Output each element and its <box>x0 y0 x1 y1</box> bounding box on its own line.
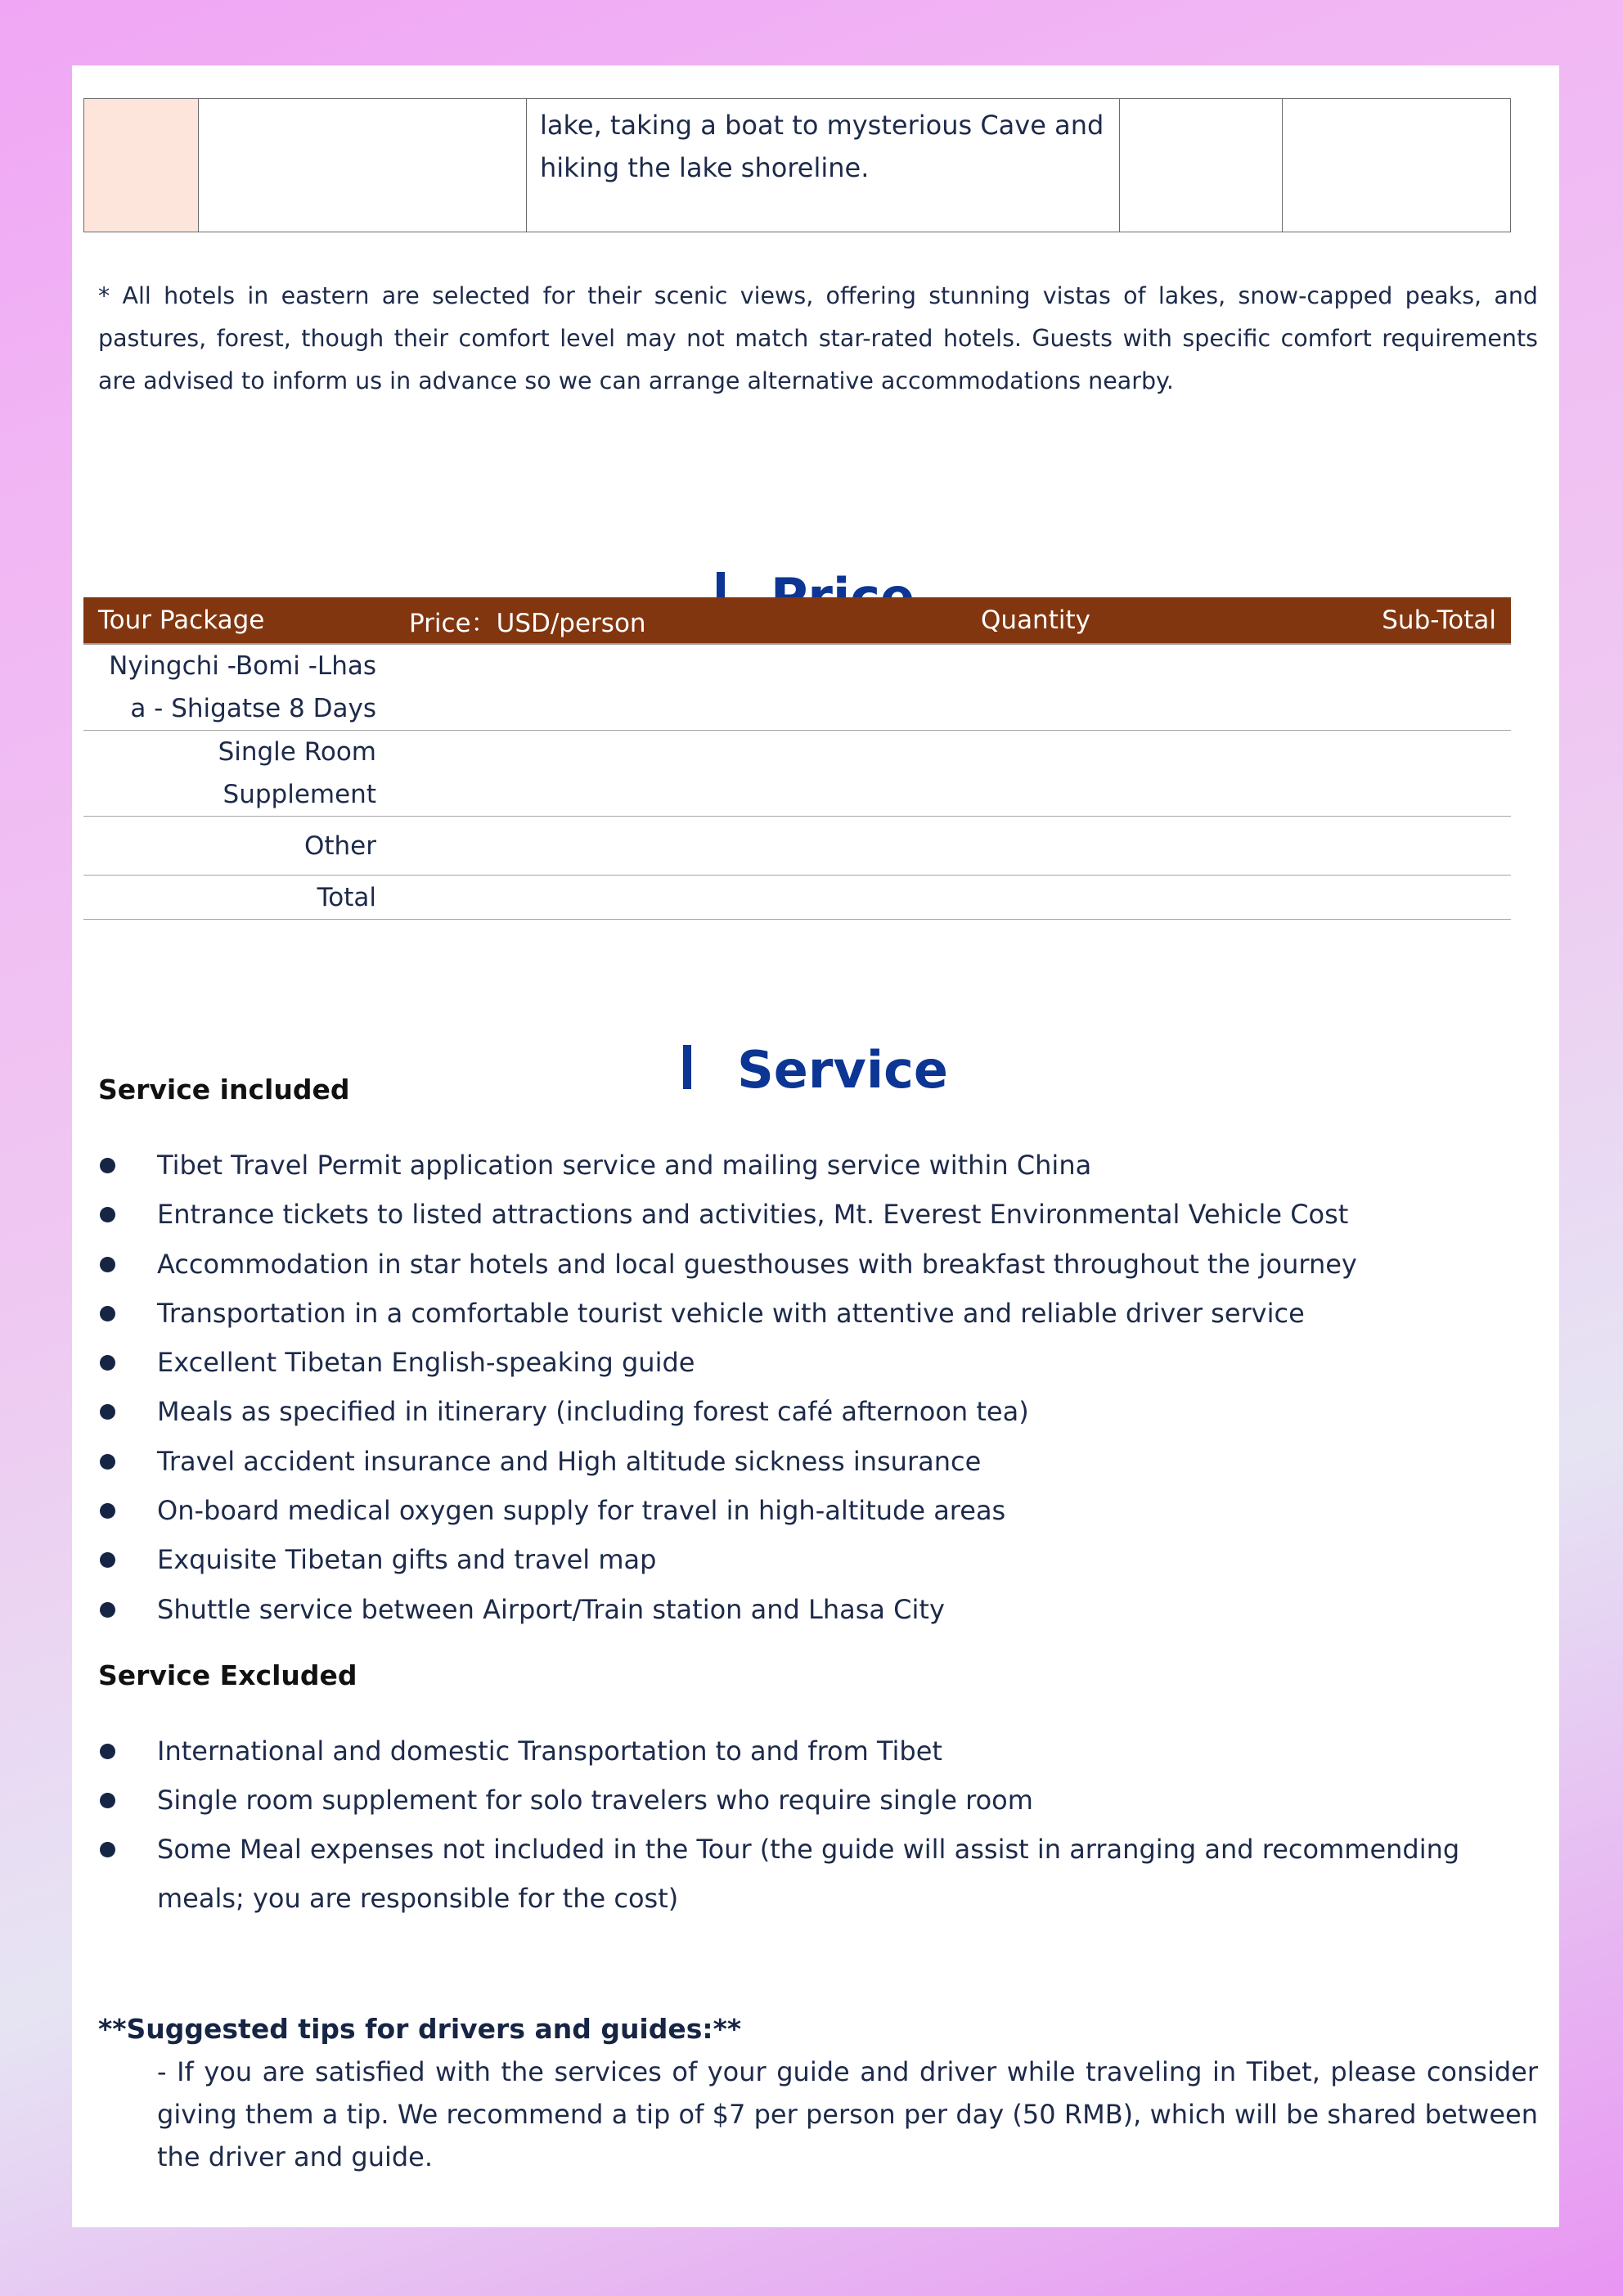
bullet-icon <box>100 1552 115 1568</box>
service-excluded-heading: Service Excluded <box>98 1659 357 1691</box>
quantity-cell[interactable] <box>882 876 1189 920</box>
list-item: Excellent Tibetan English-speaking guide <box>98 1338 1538 1387</box>
list-item: Transportation in a comfortable tourist vehicle with attentive and reliable driver service <box>98 1289 1538 1338</box>
subtotal-cell[interactable] <box>1189 876 1511 920</box>
table-row <box>83 876 1511 920</box>
list-item: Shuttle service between Airport/Train station and Lhasa City <box>98 1585 1538 1634</box>
list-item: Tibet Travel Permit application service and mailing service within China <box>98 1141 1538 1190</box>
itinerary-day-cell <box>84 99 199 232</box>
list-item: International and domestic Transportation to and from Tibet <box>98 1727 1538 1776</box>
list-item: On-board medical oxygen supply for travel in high-altitude areas <box>98 1486 1538 1535</box>
document-page <box>72 65 1559 2227</box>
table-row <box>83 644 1511 731</box>
service-excluded-list <box>98 1727 1538 1923</box>
list-item: Some Meal expenses not included in the Tour (the guide will assist in arranging and recommending meals; you are responsible for the cost) <box>98 1825 1538 1923</box>
bullet-icon <box>100 1306 115 1321</box>
bullet-icon <box>100 1842 115 1857</box>
price-cell[interactable] <box>391 644 882 731</box>
bullet-icon <box>100 1207 115 1222</box>
table-row <box>83 817 1511 876</box>
subtotal-cell[interactable] <box>1189 644 1511 731</box>
bullet-icon <box>100 1404 115 1420</box>
service-included-heading: Service included <box>98 1074 350 1105</box>
package-cell: Single Room Supplement <box>83 731 391 817</box>
price-cell[interactable] <box>391 876 882 920</box>
bullet-icon <box>100 1454 115 1470</box>
list-item: Exquisite Tibetan gifts and travel map <box>98 1535 1538 1584</box>
bullet-icon <box>100 1158 115 1173</box>
price-table-header <box>83 597 1511 644</box>
list-item: Entrance tickets to listed attractions and activities, Mt. Everest Environmental Vehicle Cost <box>98 1190 1538 1239</box>
tips-text: - If you are satisfied with the services of your guide and driver while traveling in Tibet, please consider giving them a tip. We recommend a tip of $7 per person per day (50 RMB), which will be shared between the driver and guide. <box>157 2056 1538 2172</box>
quantity-cell[interactable] <box>882 817 1189 876</box>
bullet-icon <box>100 1257 115 1272</box>
itinerary-hotel-cell <box>1283 99 1510 232</box>
bullet-icon <box>100 1503 115 1519</box>
itinerary-route-cell <box>199 99 527 232</box>
price-cell[interactable] <box>391 731 882 817</box>
price-table <box>83 597 1511 920</box>
bullet-icon <box>100 1355 115 1371</box>
bullet-icon <box>100 1602 115 1618</box>
header-subtotal: Sub-Total <box>1189 597 1511 644</box>
subtotal-cell[interactable] <box>1189 817 1511 876</box>
quantity-cell[interactable] <box>882 644 1189 731</box>
list-item: Travel accident insurance and High altitude sickness insurance <box>98 1437 1538 1486</box>
service-title-text: Service <box>737 1040 948 1100</box>
tips-heading: **Suggested tips for drivers and guides:** <box>98 2013 742 2045</box>
itinerary-description-cell: lake, taking a boat to mysterious Cave and hiking the lake shoreline. <box>527 99 1120 232</box>
package-cell: Other <box>83 817 391 876</box>
price-cell[interactable] <box>391 817 882 876</box>
subtotal-cell[interactable] <box>1189 731 1511 817</box>
header-tour-package: Tour Package <box>83 597 391 644</box>
header-quantity: Quantity <box>882 597 1189 644</box>
service-included-list <box>98 1141 1538 1634</box>
itinerary-meals-cell <box>1120 99 1283 232</box>
itinerary-table-fragment <box>83 98 1511 232</box>
table-row <box>83 731 1511 817</box>
bullet-icon <box>100 1744 115 1759</box>
list-item: Meals as specified in itinerary (including forest café afternoon tea) <box>98 1387 1538 1436</box>
quantity-cell[interactable] <box>882 731 1189 817</box>
bullet-icon <box>100 1793 115 1808</box>
package-cell: Total <box>83 876 391 920</box>
title-bar-icon <box>683 1045 691 1089</box>
header-price: Price：USD/person <box>391 597 882 644</box>
hotel-note: * All hotels in eastern are selected for their scenic views, offering stunning vistas of lakes, snow-capped peaks, and pastures, forest, though their comfort level may not match star-rated hotels. Guests with specific comfort requirements are advised to inform us in advance so we can arrange alternative accommodations nearby. <box>98 282 1538 394</box>
package-cell: Nyingchi -Bomi -Lhasa - Shigatse 8 Days <box>83 644 391 731</box>
list-item: Single room supplement for solo travelers who require single room <box>98 1776 1538 1825</box>
list-item: Accommodation in star hotels and local guesthouses with breakfast throughout the journey <box>98 1240 1538 1289</box>
